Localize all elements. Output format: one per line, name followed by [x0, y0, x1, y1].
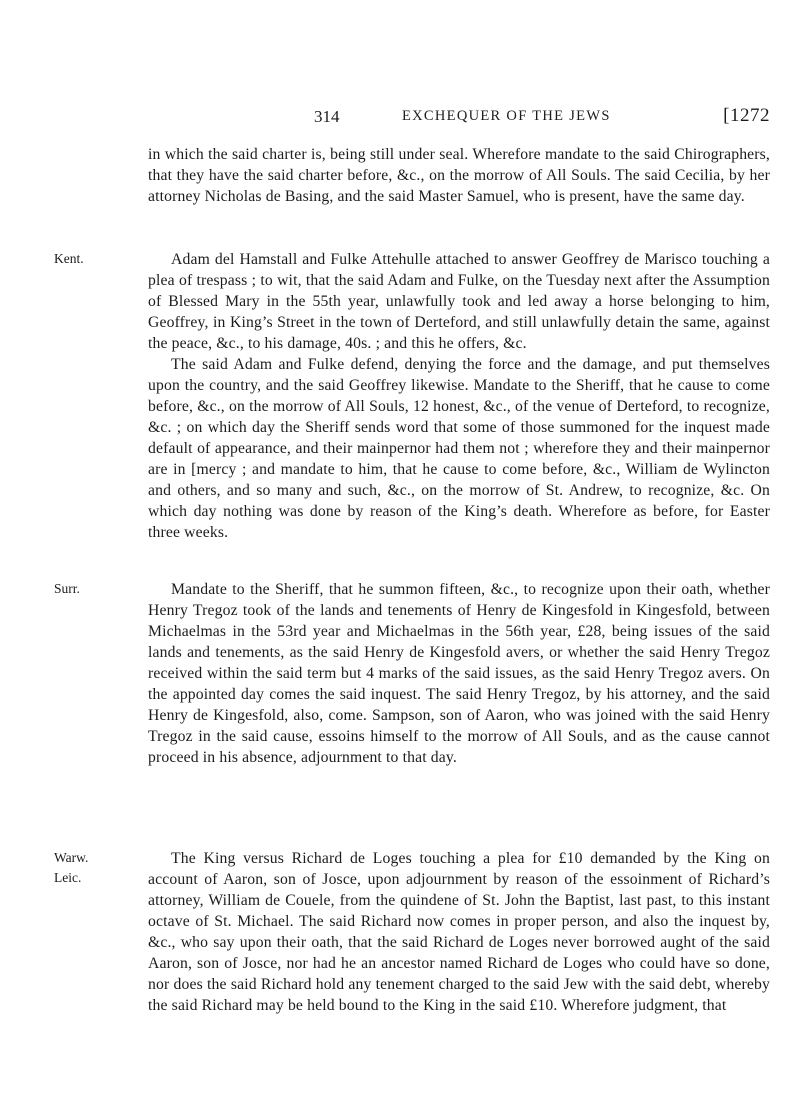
- paragraph-text: Adam del Hamstall and Fulke Attehulle attached to answer Geoffrey de Marisco touching a plea of trespass ; to wit, that the said Adam and Fulke, on the Tuesday next after the Assumption of Blessed Mary in the 55th year, unlawfully took and led away a horse belonging to him, Geoffrey, in King’s Street in the town of Derteford, and still unlawfully detain the same, against the peace, &c., to his damage, 40s. ; and this he offers, &c.: [148, 251, 770, 352]
- running-year: [1272: [723, 105, 770, 126]
- entry-surrey: [148, 579, 770, 768]
- county-label: Surr.: [54, 581, 80, 596]
- continuation-paragraph: [148, 144, 770, 207]
- county-label: Kent.: [54, 251, 84, 266]
- margin-note-kent: [54, 249, 84, 269]
- county-label: Leic.: [54, 870, 82, 885]
- entry-warwick-leicester: [148, 848, 770, 1016]
- county-label: Warw.: [54, 850, 89, 865]
- running-header: [314, 104, 770, 134]
- paragraph-text: The King versus Richard de Loges touching a plea for £10 demanded by the King on account of Aaron, son of Josce, upon adjournment by reason of the essoinment of Richard’s attorney, William de Couele, from the quindene of St. John the Baptist, last past, to this instant octave of St. Michael. The said Richard now comes in proper person, and also the inquest by, &c., who say upon their oath, that the said Richard de Loges never borrowed aught of the said Aaron, son of Josce, nor had he an ancestor named Richard de Loges who could have so done, nor does the said Richard hold any tenement charged to the said Jew with the said debt, whereby the said Richard may be held bound to the King in the said £10. Wherefore judgment, that: [148, 850, 770, 1014]
- paragraph-text: in which the said charter is, being still under seal. Wherefore mandate to the said Chirographers, that they have the said charter before, &c., on the morrow of All Souls. The said Cecilia, by her attorney Nicholas de Basing, and the said Master Samuel, who is present, have the same day.: [148, 146, 770, 205]
- entry-kent: [148, 249, 770, 543]
- margin-note-surrey: [54, 579, 80, 599]
- running-title: EXCHEQUER OF THE JEWS: [402, 108, 611, 124]
- paragraph-text: The said Adam and Fulke defend, denying the force and the damage, and put themselves upon the country, and the said Geoffrey likewise. Mandate to the Sheriff, that he cause to come before, &c., on the morrow of All Souls, 12 honest, &c., of the venue of Derteford, to recognize, &c. ; on which day the Sheriff sends word that some of those summoned for the inquest made default of appearance, and their mainpernor had them not ; wherefore they and their mainpernor are in [mercy ; and mandate to him, that he cause to come before, &c., William de Wylincton and others, and so many and such, &c., on the morrow of St. Andrew, to recognize, &c. On which day nothing was done by reason of the King’s death. Wherefore as before, for Easter three weeks.: [148, 356, 770, 541]
- paragraph-text: Mandate to the Sheriff, that he summon fifteen, &c., to recognize upon their oath, whether Henry Tregoz took of the lands and tenements of Henry de Kingesfold in Kingesfold, between Michaelmas in the 53rd year and Michaelmas in the 56th year, £28, being issues of the said lands and tenements, as the said Henry de Kingesfold avers, or whether the said Henry Tregoz received within the said term but 4 marks of the said issues, as the said Henry Tregoz avers. On the appointed day comes the said inquest. The said Henry Tregoz, by his attorney, and the said Henry de Kingesfold, also, come. Sampson, son of Aaron, who was joined with the said Henry Tregoz in the said cause, essoins himself to the morrow of All Souls, and as the cause cannot proceed in his absence, adjournment to that day.: [148, 581, 770, 766]
- margin-note-warwick-leicester: [54, 848, 88, 888]
- page-number: 314: [314, 107, 340, 126]
